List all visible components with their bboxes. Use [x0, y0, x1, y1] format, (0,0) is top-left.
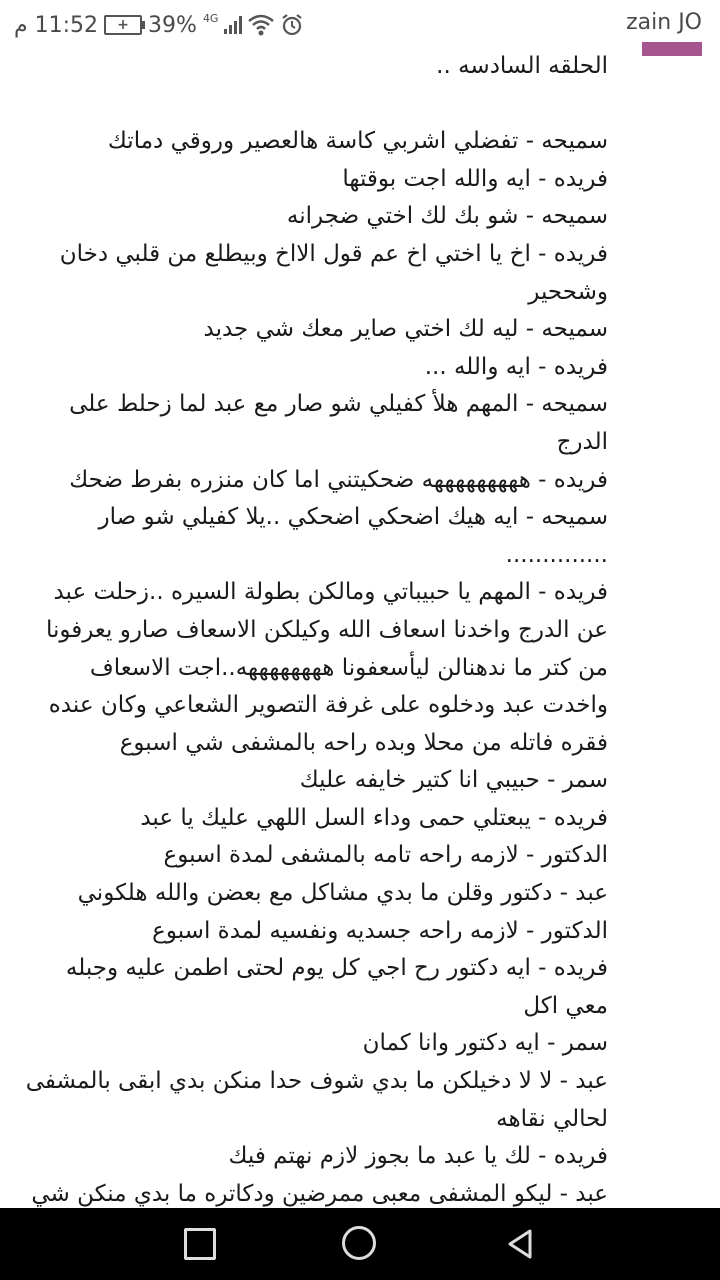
article-line: عبد - لا لا دخيلكن ما بدي شوف حدا منكن بدي ابقى بالمشفى لحالي نقاهه	[25, 1068, 608, 1132]
article-line: فريده - اخ يا اختي اخ عم قول الااخ وبيطلع من قلبي دخان وشححير	[59, 240, 608, 305]
article-body	[20, 48, 608, 1208]
recents-button[interactable]	[182, 1226, 218, 1262]
article-line: عبد - ليكو المشفى معبى ممرضين ودكاتره ما بدي منكن شي	[31, 1180, 608, 1207]
article-line: فريده - لك يا عبد ما بجوز لازم نهتم فيك	[228, 1143, 608, 1170]
article-line: سمر - حبيبي انا كتير خايفه عليك	[299, 767, 608, 794]
alarm-icon	[280, 13, 304, 37]
triangle-back-icon	[502, 1226, 538, 1262]
back-button[interactable]	[502, 1226, 538, 1262]
image-edge	[642, 42, 702, 56]
circle-home-icon	[342, 1226, 376, 1260]
square-recents-icon	[184, 1228, 216, 1260]
network-type: 4G	[202, 11, 219, 25]
article-line: فريده - هههههههههه ضحكيتني اما كان منزره بفرط ضحك	[69, 466, 608, 493]
article-line: عبد - دكتور وقلن ما بدي مشاكل مع بعضن والله هلكوني	[77, 880, 608, 907]
article-line: فريده - ايه دكتور رح اجي كل يوم لحتى اطمن عليه وجبله معي اكل	[65, 955, 608, 1019]
wifi-icon	[248, 14, 274, 36]
battery-icon: +	[104, 15, 142, 35]
article-line: الدكتور - لازمه راحه جسديه ونفسيه لمدة اسبوع	[152, 917, 608, 944]
carrier-name: zain JO	[626, 10, 702, 35]
battery-percent: 39%	[148, 12, 197, 38]
clock: 11:52 م	[14, 12, 99, 38]
navigation-bar	[0, 1208, 720, 1280]
article-line: الدكتور - لازمه راحه تامه بالمشفى لمدة اسبوع	[163, 842, 608, 869]
article-line: فريده - يبعتلي حمى وداء السل اللهي عليك يا عبد	[140, 804, 608, 831]
signal-icon	[224, 16, 242, 34]
article-line: سميحه - ليه لك اختي صاير معك شي جديد	[203, 316, 608, 343]
article-line: سميحه - تفضلي اشربي كاسة هالعصير وروقي دماتك	[107, 128, 608, 155]
home-button[interactable]	[342, 1226, 378, 1262]
article-line: سميحه - شو بك لك اختي ضجرانه	[286, 203, 608, 230]
article-line: سميحه - ايه هيك اضحكي اضحكي ..يلا كفيلي شو صار ..............	[98, 504, 608, 568]
article-line: الحلقه السادسه ..	[436, 53, 608, 79]
article-line: فريده - المهم يا حبيباتي ومالكن بطولة السيره ..زحلت عبد عن الدرج واخدنا اسعاف الله وكيلكن الاسعاف صارو يعرفونا من كتر ما ندهنالن ليأسعفونا ههههههههه..اجت الاسعاف واخدت عبد ودخلوه على غرفة التصوير الشعاعي وكان عنده فقره فاتله من محلا وبده راحه بالمشفى شي اسبوع	[45, 579, 608, 756]
status-bar	[0, 0, 720, 50]
article-line: فريده - ايه والله اجت بوقتها	[342, 165, 608, 192]
article-line: فريده - ايه والله ...	[424, 353, 608, 380]
status-icons	[14, 8, 304, 42]
article-line: سميحه - المهم هلأ كفيلي شو صار مع عبد لما زحلط على الدرج	[69, 391, 608, 455]
article-line: سمر - ايه دكتور وانا كمان	[362, 1030, 608, 1057]
blank-line	[20, 86, 608, 124]
